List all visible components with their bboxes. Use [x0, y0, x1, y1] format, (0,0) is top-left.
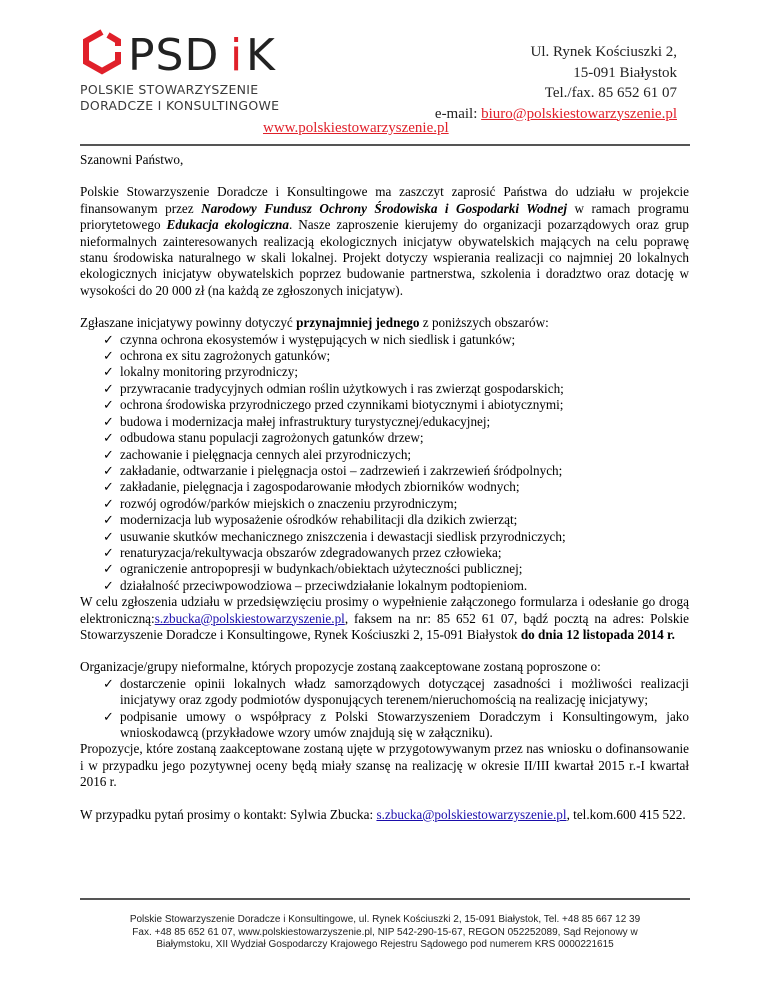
list-item [80, 496, 689, 512]
footer [80, 914, 690, 952]
checkmark-icon: ✓ [103, 577, 115, 593]
telfax: Tel./fax. 85 652 61 07 [544, 85, 677, 101]
checkmark-icon: ✓ [103, 331, 115, 347]
fund-name: Narodowy Fundusz Ochrony Środowiska i Gospodarki Wodnej [201, 200, 568, 216]
list-item [80, 529, 689, 545]
checkmark-icon: ✓ [103, 413, 115, 429]
list-item [80, 578, 689, 594]
list-item-text: dostarczenie opinii lokalnych władz samorządowych dotyczącej zasadności i możliwości realizacji inicjatywy oraz zgody podmiotów dysponujących terenem/nieruchomością na realizację inicjatywy; [120, 675, 689, 708]
program-name: Edukacja ekologiczna [166, 217, 289, 233]
contact-phone: , tel.kom.600 415 522. [566, 806, 686, 822]
list-item-text: odbudowa stanu populacji zagrożonych gatunków drzew; [120, 430, 424, 446]
list-item-text: ochrona ex situ zagrożonych gatunków; [120, 348, 331, 364]
footer-line: Fax. +48 85 652 61 07, www.polskiestowarzyszenie.pl, NIP 542-290-15-67, REGON 052252089, Sąd Rejonowy w [132, 926, 638, 938]
list-item-text: usuwanie skutków mechanicznego zniszczenia i dewastacji siedlisk przyrodniczych; [120, 528, 566, 544]
areas-emphasis: przynajmniej jednego [296, 315, 420, 331]
list-item-text: zakładanie, pielęgnacja i zagospodarowanie młodych zbiorników wodnych; [120, 479, 520, 495]
footer-line: Białymstoku, XII Wydział Gospodarczy Krajowego Rejestru Sądowego pod numerem KRS 0000221615 [156, 939, 614, 950]
accepted-outro: Propozycje, które zostaną zaakceptowane zostaną ujęte w przygotowywanym przez nas wniosku o dofinansowanie i w przypadku jego pozytywnej oceny będą miały szansę na realizację w okresie II/III kwartał 2015 r.-I kwartał 2016 r. [80, 741, 689, 790]
list-item-text: ograniczenie antropopresji w budynkach/obiektach użyteczności publicznej; [120, 561, 523, 577]
list-item-text: czynna ochrona ekosystemów i występujących w nich siedlisk i gatunków; [120, 331, 516, 347]
list-item-text: podpisanie umowy o współpracy z Polski Stowarzyszeniem Doradczym i Konsultingowym, jako wnioskodawcą (przykładowe wzory umów znajdują się w załączniku). [120, 708, 689, 740]
checkmark-icon: ✓ [103, 561, 115, 577]
address-block [435, 42, 677, 124]
checkmark-icon: ✓ [103, 348, 115, 364]
list-item-text: zachowanie i pielęgnacja cennych alei przyrodniczych; [120, 446, 412, 462]
submission-paragraph [80, 594, 689, 643]
logo-sub-line2: DORADCZE I KONSULTINGOWE [80, 98, 280, 113]
list-item [80, 397, 689, 413]
logo-subtitle [80, 82, 279, 114]
intro-text: . Nasze zaproszenie kierujemy do organizacji pozarządowych oraz grup nieformalnych zainteresowanych realizacją ekologicznych inicjatyw obywatelskich mających na celu poprawę stanu środowiska naturalnego w skali lokalnej. Projekt dotyczy wspierania realizacji co najmniej 20 lokalnych ekologicznych inicjatyw obywatelskich poprzez budowanie partnerstwa, szkolenia i doradztwo oraz dotację w wysokości do 20 000 zł (na każdą ze zgłoszonych inicjatyw). [80, 217, 689, 298]
address-street: Ul. Rynek Kościuszki 2, [530, 44, 677, 60]
email-link[interactable]: biuro@polskiestowarzyszenie.pl [481, 105, 677, 122]
deadline: do dnia 12 listopada 2014 r. [520, 626, 675, 642]
list-item-text: ochrona środowiska przyrodniczego przed czynnikami biotycznymi i abiotycznymi; [120, 397, 564, 413]
areas-list [80, 332, 689, 595]
list-item [80, 676, 689, 709]
list-item [80, 561, 689, 577]
accepted-list [80, 676, 689, 742]
letter-body [80, 152, 689, 839]
logo-sub-line1: POLSKIE STOWARZYSZENIE [80, 82, 259, 97]
list-item-text: renaturyzacja/rekultywacja obszarów zdegradowanych przez człowieka; [120, 544, 502, 560]
list-item [80, 381, 689, 397]
greeting: Szanowni Państwo, [80, 152, 184, 167]
list-item [80, 430, 689, 446]
checkmark-icon: ✓ [103, 675, 115, 691]
email-label: e-mail: [434, 105, 482, 122]
intro-text: Polskie Stowarzyszenie Doradcze i Konsultingowe ma zaszczyt zaprosić Państwa do udziału w projekcie finansowanym przez [80, 184, 689, 216]
list-item [80, 414, 689, 430]
header-divider [80, 144, 690, 146]
list-item [80, 332, 689, 348]
intro-text: w ramach programu priorytetowego [80, 200, 689, 233]
checkmark-icon: ✓ [103, 462, 115, 478]
footer-divider [80, 898, 690, 900]
submission-text: W celu zgłoszenia udziału w przedsięwzięciu prosimy o wypełnienie załączonego formularza i odesłanie go drogą elektroniczną: [80, 594, 689, 626]
list-item-text: przywracanie tradycyjnych odmian roślin użytkowych i ras zwierząt gospodarskich; [120, 380, 564, 396]
list-item-text: lokalny monitoring przyrodniczy; [120, 364, 298, 380]
areas-text: z poniższych obszarów: [419, 315, 549, 331]
checkmark-icon: ✓ [103, 512, 115, 528]
list-item-text: zakładanie, odtwarzanie i pielęgnacja ostoi – zadrzewień i zakrzewień śródpolnych; [120, 462, 563, 478]
contact-email-link[interactable]: s.zbucka@polskiestowarzyszenie.pl [376, 806, 567, 822]
checkmark-icon: ✓ [103, 479, 115, 495]
submission-email-link[interactable]: s.zbucka@polskiestowarzyszenie.pl [154, 610, 345, 626]
checkmark-icon: ✓ [103, 430, 115, 446]
checkmark-icon: ✓ [103, 364, 115, 380]
accepted-intro: Organizacje/grupy nieformalne, których propozycje zostaną zaakceptowane zostaną poproszone o: [80, 659, 601, 675]
list-item [80, 447, 689, 463]
svg-text:i: i [230, 30, 243, 81]
list-item [80, 479, 689, 495]
checkmark-icon: ✓ [103, 397, 115, 413]
address-city: 15-091 Białystok [573, 64, 677, 81]
contact-paragraph [80, 807, 689, 823]
list-item-text: modernizacja lub wyposażenie ośrodków rehabilitacji dla dzikich zwierząt; [120, 512, 518, 528]
footer-line: Polskie Stowarzyszenie Doradcze i Konsultingowe, ul. Rynek Kościuszki 2, 15-091 Białystok, Tel. +48 85 667 12 39 [129, 914, 641, 925]
svg-text:PSD: PSD [128, 30, 220, 81]
checkmark-icon: ✓ [103, 495, 115, 511]
list-item-text: działalność przeciwpowodziowa – przeciwdziałanie lokalnym podtopieniom. [120, 577, 528, 593]
checkmark-icon: ✓ [103, 544, 115, 560]
list-item [80, 512, 689, 528]
checkmark-icon: ✓ [103, 446, 115, 462]
list-item [80, 545, 689, 561]
website-link[interactable]: www.polskiestowarzyszenie.pl [263, 120, 449, 136]
contact-text: W przypadku pytań prosimy o kontakt: Sylwia Zbucka: [80, 806, 377, 822]
list-item [80, 348, 689, 364]
list-item-text: rozwój ogrodów/parków miejskich o znaczeniu przyrodniczym; [120, 495, 458, 511]
list-item-text: budowa i modernizacja małej infrastruktury turystycznej/edukacyjnej; [120, 413, 491, 429]
list-item [80, 463, 689, 479]
checkmark-icon: ✓ [103, 708, 115, 724]
list-item [80, 709, 689, 742]
svg-text:K: K [246, 30, 275, 81]
checkmark-icon: ✓ [103, 528, 115, 544]
list-item [80, 364, 689, 380]
areas-text: Zgłaszane inicjatywy powinny dotyczyć [80, 315, 297, 331]
submission-text: , faksem na nr: 85 652 61 07, bądź pocztą na adres: Polskie Stowarzyszenie Doradcze i Konsultingowe, Rynek Kościuszki 2, 15-091 Białystok [80, 610, 689, 642]
areas-intro [80, 315, 689, 331]
intro-paragraph [80, 184, 689, 299]
checkmark-icon: ✓ [103, 380, 115, 396]
